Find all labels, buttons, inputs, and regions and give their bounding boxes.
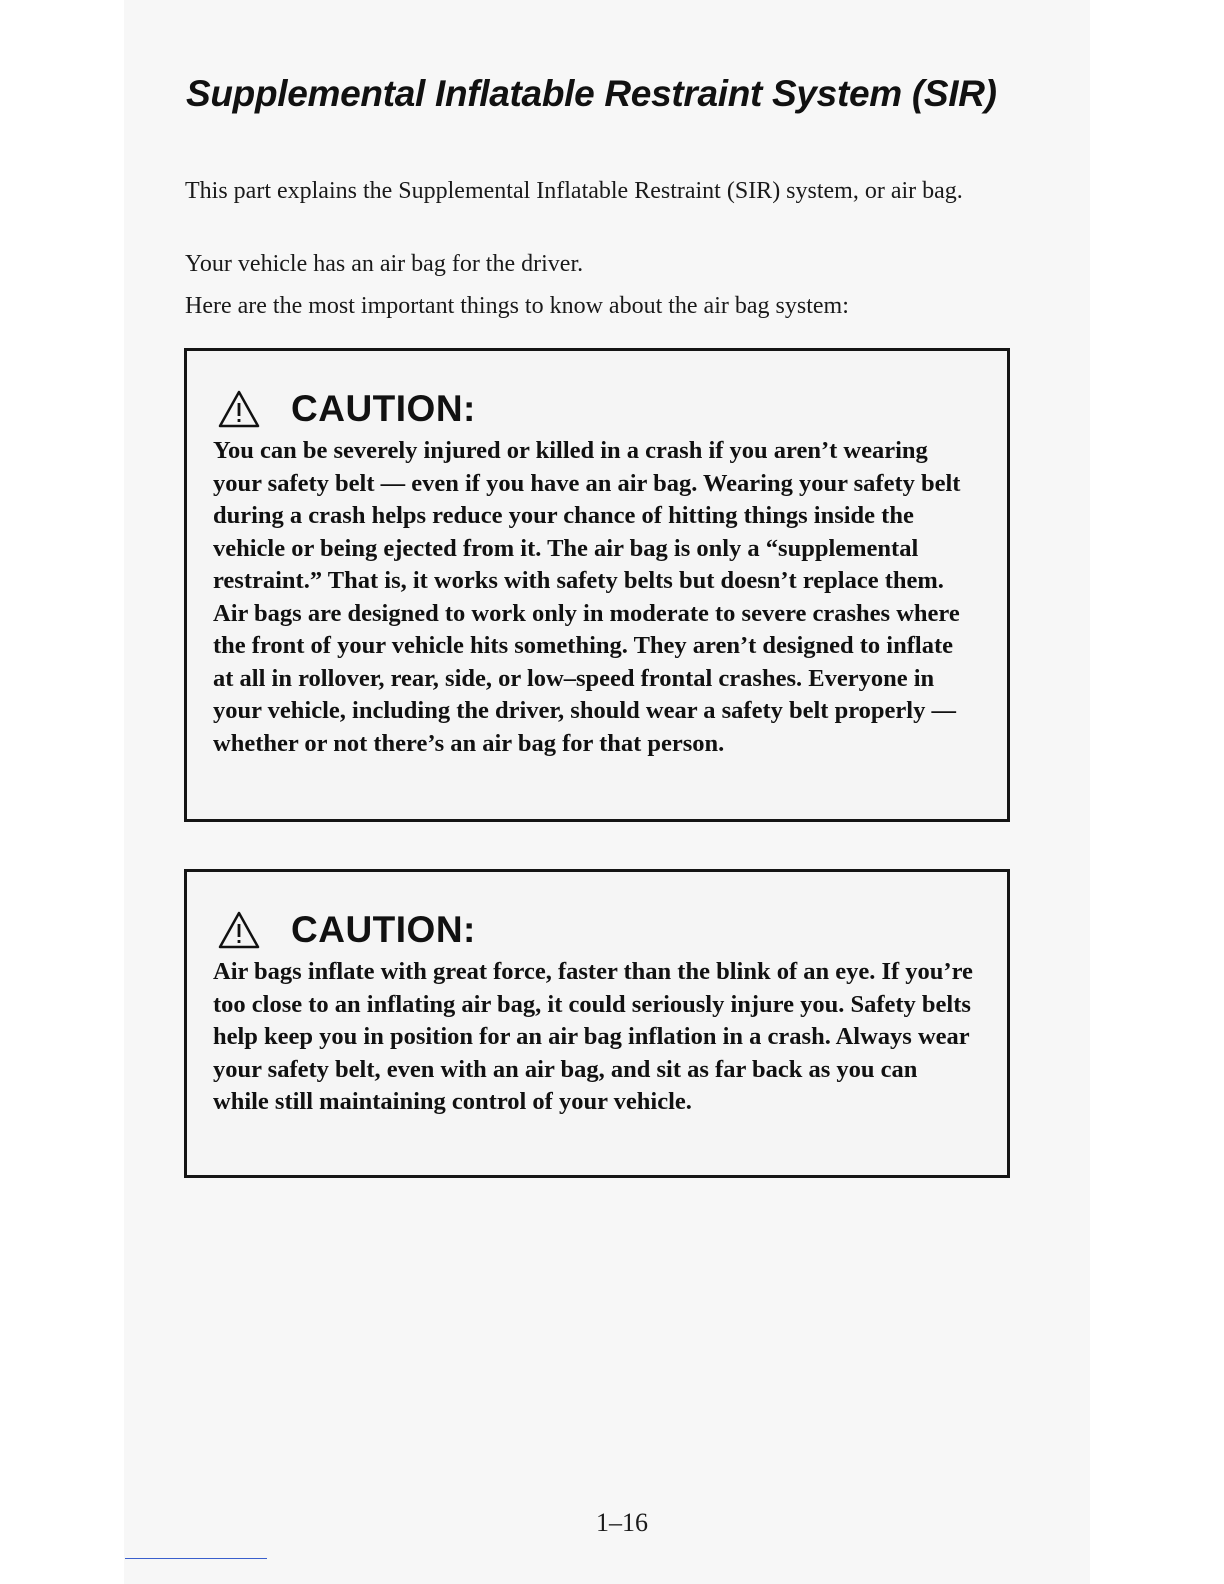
caution-title: CAUTION: bbox=[291, 388, 476, 429]
intro-paragraph: This part explains the Supplemental Inflatable Restraint (SIR) system, or air bag. bbox=[185, 178, 963, 204]
section-heading: Supplemental Inflatable Restraint System (SIR) bbox=[186, 73, 997, 114]
caution-title: CAUTION: bbox=[291, 909, 476, 950]
caution-text: You can be severely injured or killed in a crash if you aren’t wearing your safety belt — even if you have an air bag. Wearing your safety belt during a crash helps reduce your chance of hitting things inside the vehicle or being ejected from it. The air bag is only a “supplemental restraint.” That is, it works with safety belts but doesn’t replace them. Air bags are designed to work only in moderate to severe crashes where the front of your vehicle hits something. They aren’t designed to inflate at all in rollover, rear, side, or low–speed frontal crashes. Everyone in your vehicle, including the driver, should wear a safety belt properly — whether or not there’s an air bag for that person. bbox=[213, 437, 961, 757]
intro-paragraph: Your vehicle has an air bag for the driver. bbox=[185, 251, 584, 277]
caution-box bbox=[184, 348, 1010, 822]
footer-divider bbox=[125, 1558, 267, 1559]
page-number: 1–16 bbox=[596, 1508, 648, 1537]
warning-triangle-icon bbox=[217, 910, 261, 950]
caution-header bbox=[217, 906, 476, 954]
caution-text: Air bags inflate with great force, faster than the blink of an eye. If you’re too close to an inflating air bag, it could seriously injure you. Safety belts help keep you in position for an air bag inflation in a crash. Always wear your safety belt, even with an air bag, and sit as far back as you can while still maintaining control of your vehicle. bbox=[213, 958, 973, 1115]
intro-paragraph: Here are the most important things to know about the air bag system: bbox=[185, 293, 849, 319]
caution-header bbox=[217, 385, 476, 433]
caution-box bbox=[184, 869, 1010, 1178]
warning-triangle-icon bbox=[217, 389, 261, 429]
